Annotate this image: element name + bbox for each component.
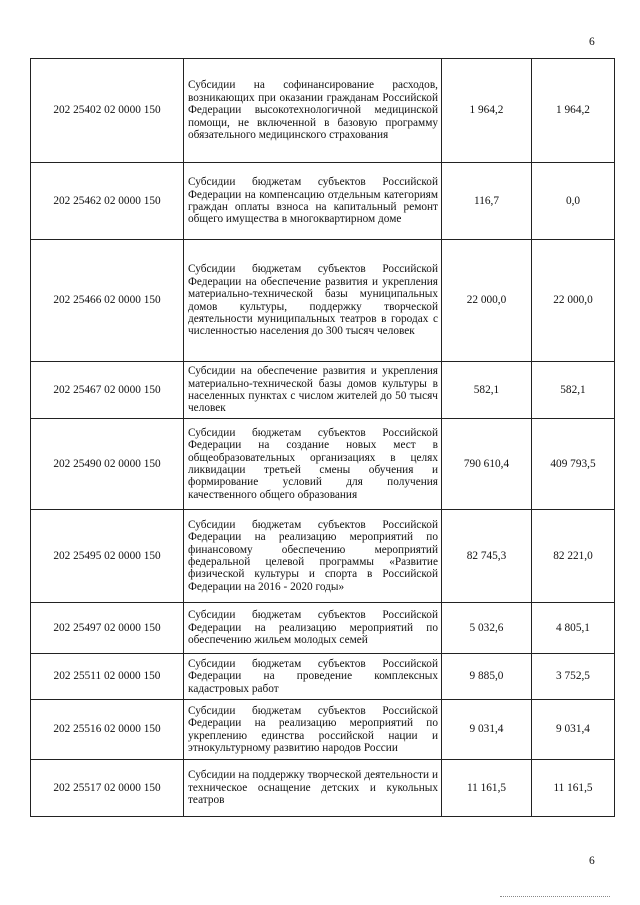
table-cell-value-2: 11 161,5 [532,760,615,817]
table-row [31,362,615,419]
table-cell-value-2: 1 964,2 [532,59,615,163]
table-cell-code: 202 25497 02 0000 150 [31,603,184,654]
table-cell-code: 202 25516 02 0000 150 [31,700,184,760]
table-row [31,700,615,760]
table-cell-value-1: 82 745,3 [442,510,532,603]
page-number-top: 6 [589,36,595,48]
table-cell-description: Субсидии на поддержку творческой деятельности и техническое оснащение детских и кукольных театров [184,760,442,817]
table-cell-description: Субсидии на софинансирование расходов, возникающих при оказании гражданам Российской Федерации высокотехнологичной медицинской помощи, не включенной в базовую программу обязательного медицинского страхования [184,59,442,163]
table-cell-description: Субсидии бюджетам субъектов Российской Федерации на создание новых мест в общеобразовательных организациях в целях ликвидации третьей смены обучения и формирование условий для получения качественного общего образования [184,419,442,510]
table-cell-description: Субсидии бюджетам субъектов Российской Федерации на обеспечение развития и укрепления материально-технической базы муниципальных домов культуры, поддержку творческой деятельности муниципальных театров в городах с численностью населения до 300 тысяч человек [184,240,442,362]
table-cell-description: Субсидии бюджетам субъектов Российской Федерации на реализацию мероприятий по укреплению единства российской нации и этнокультурному развитию народов России [184,700,442,760]
table-cell-value-2: 582,1 [532,362,615,419]
table-cell-value-2: 9 031,4 [532,700,615,760]
table-cell-value-1: 5 032,6 [442,603,532,654]
page-number-bottom: 6 [589,855,595,867]
table-cell-code: 202 25467 02 0000 150 [31,362,184,419]
table-cell-value-2: 22 000,0 [532,240,615,362]
table-row [31,510,615,603]
table-cell-value-1: 116,7 [442,163,532,240]
table-cell-value-2: 0,0 [532,163,615,240]
table-cell-description: Субсидии на обеспечение развития и укрепления материально-технической базы домов культуры в населенных пунктах с числом жителей до 50 тысяч человек [184,362,442,419]
table-cell-value-1: 790 610,4 [442,419,532,510]
table-row [31,240,615,362]
table-row [31,163,615,240]
table-cell-code: 202 25462 02 0000 150 [31,163,184,240]
table-cell-description: Субсидии бюджетам субъектов Российской Федерации на проведение комплексных кадастровых работ [184,654,442,700]
table-cell-code: 202 25495 02 0000 150 [31,510,184,603]
budget-table [30,58,615,817]
table-cell-value-1: 9 885,0 [442,654,532,700]
table-cell-value-1: 22 000,0 [442,240,532,362]
table-cell-code: 202 25517 02 0000 150 [31,760,184,817]
table-cell-code: 202 25402 02 0000 150 [31,59,184,163]
table-cell-value-1: 9 031,4 [442,700,532,760]
table-cell-value-1: 1 964,2 [442,59,532,163]
table-row [31,603,615,654]
table-cell-value-2: 409 793,5 [532,419,615,510]
table-cell-value-2: 82 221,0 [532,510,615,603]
budget-table-body [31,59,615,817]
table-cell-code: 202 25490 02 0000 150 [31,419,184,510]
table-row [31,419,615,510]
table-row [31,59,615,163]
table-cell-code: 202 25466 02 0000 150 [31,240,184,362]
table-cell-value-1: 582,1 [442,362,532,419]
table-cell-description: Субсидии бюджетам субъектов Российской Федерации на компенсацию отдельным категориям граждан оплаты взноса на капитальный ремонт общего имущества в многоквартирном доме [184,163,442,240]
table-cell-description: Субсидии бюджетам субъектов Российской Федерации на реализацию мероприятий по финансовому обеспечению мероприятий федеральной целевой программы «Развитие физической культуры и спорта в Российской Федерации на 2016 - 2020 годы» [184,510,442,603]
table-row [31,654,615,700]
table-cell-code: 202 25511 02 0000 150 [31,654,184,700]
table-row [31,760,615,817]
table-cell-value-1: 11 161,5 [442,760,532,817]
table-cell-value-2: 3 752,5 [532,654,615,700]
table-cell-description: Субсидии бюджетам субъектов Российской Федерации на реализацию мероприятий по обеспечению жильем молодых семей [184,603,442,654]
scan-edge-mark [500,896,610,898]
table-cell-value-2: 4 805,1 [532,603,615,654]
